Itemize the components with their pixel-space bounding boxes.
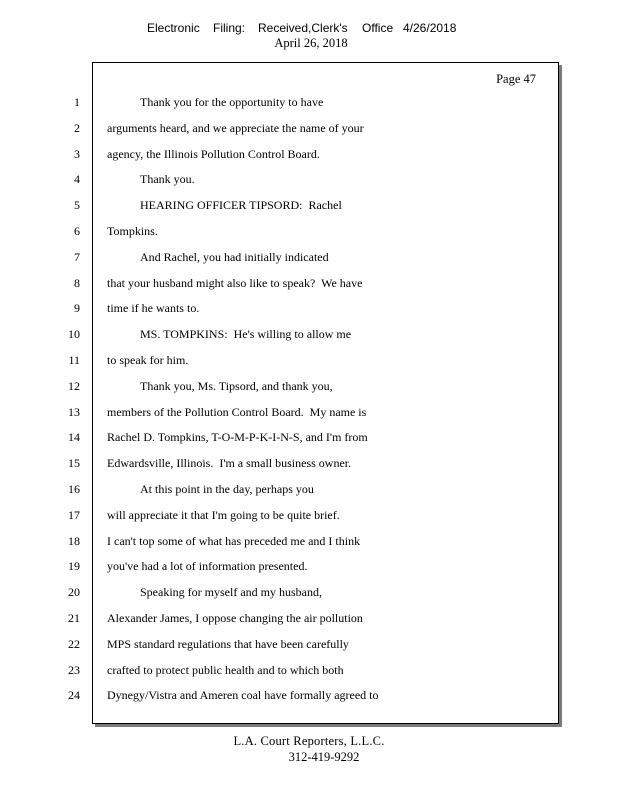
line-number: 7 xyxy=(74,250,80,264)
filing-header-filing: Filing: xyxy=(213,21,246,35)
line-text: that your husband might also like to speak? We have xyxy=(107,276,363,290)
footer-phone: 312-419-9292 xyxy=(288,750,360,764)
line-text: you've had a lot of information presented. xyxy=(107,559,308,573)
line-number: 24 xyxy=(68,688,80,702)
filing-header-date-short: 4/26/2018 xyxy=(403,21,457,35)
line-number: 1 xyxy=(74,95,80,109)
line-number: 23 xyxy=(68,663,80,677)
line-text: crafted to protect public health and to which both xyxy=(107,663,344,677)
line-text: agency, the Illinois Pollution Control Board. xyxy=(107,147,320,161)
line-text: Rachel D. Tompkins, T-O-M-P-K-I-N-S, and I'm from xyxy=(107,430,368,444)
line-number: 6 xyxy=(74,224,80,238)
line-text: MPS standard regulations that have been carefully xyxy=(107,637,349,651)
line-text: Dynegy/Vistra and Ameren coal have formally agreed to xyxy=(107,688,379,702)
line-text: Alexander James, I oppose changing the air pollution xyxy=(107,611,363,625)
line-number: 9 xyxy=(74,301,80,315)
line-text: MS. TOMPKINS: He's willing to allow me xyxy=(140,327,352,341)
page-number: Page 47 xyxy=(496,72,536,86)
line-text: time if he wants to. xyxy=(107,301,200,315)
line-text: At this point in the day, perhaps you xyxy=(140,482,314,496)
line-number: 13 xyxy=(68,405,80,419)
line-text: Thank you, Ms. Tipsord, and thank you, xyxy=(140,379,333,393)
line-number: 10 xyxy=(68,327,80,341)
line-number: 12 xyxy=(68,379,80,393)
line-number: 8 xyxy=(74,276,80,290)
line-number: 4 xyxy=(74,172,80,186)
footer-company: L.A. Court Reporters, L.L.C. xyxy=(233,734,385,748)
line-text: to speak for him. xyxy=(107,353,189,367)
line-number: 14 xyxy=(68,430,80,444)
line-number: 19 xyxy=(68,559,80,573)
line-text: I can't top some of what has preceded me and I think xyxy=(107,534,361,548)
line-number: 2 xyxy=(74,121,80,135)
line-number: 16 xyxy=(68,482,80,496)
line-text: members of the Pollution Control Board. My name is xyxy=(107,405,367,419)
filing-header-electronic: Electronic xyxy=(147,21,200,35)
line-number: 22 xyxy=(68,637,80,651)
filing-header-received: Received,Clerk's xyxy=(258,21,348,35)
line-text: Thank you. xyxy=(140,172,195,186)
line-text: Speaking for myself and my husband, xyxy=(140,585,322,599)
line-number: 21 xyxy=(68,611,80,625)
line-number: 18 xyxy=(68,534,80,548)
line-number: 17 xyxy=(68,508,80,522)
line-text: And Rachel, you had initially indicated xyxy=(140,250,329,264)
line-text: HEARING OFFICER TIPSORD: Rachel xyxy=(140,198,342,212)
line-number: 11 xyxy=(68,353,80,367)
line-number: 5 xyxy=(74,198,80,212)
line-text: Edwardsville, Illinois. I'm a small business owner. xyxy=(107,456,352,470)
filing-header-office: Office xyxy=(362,21,394,35)
line-text: will appreciate it that I'm going to be quite brief. xyxy=(107,508,340,522)
filing-date: April 26, 2018 xyxy=(274,36,348,50)
line-text: arguments heard, and we appreciate the name of your xyxy=(107,121,364,135)
line-text: Thank you for the opportunity to have xyxy=(140,95,324,109)
line-number: 3 xyxy=(74,147,80,161)
line-number: 15 xyxy=(68,456,80,470)
line-number: 20 xyxy=(68,585,80,599)
line-text: Tompkins. xyxy=(107,224,158,238)
